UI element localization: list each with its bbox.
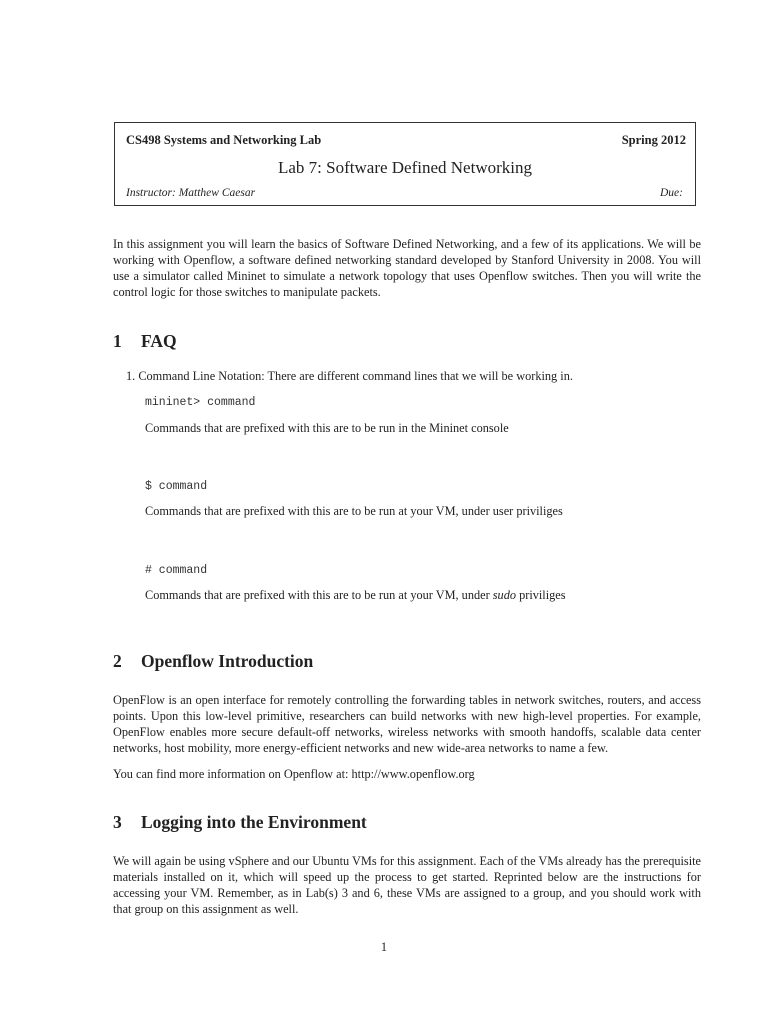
openflow-paragraph: OpenFlow is an open interface for remotely controlling the forwarding tables in network switches, routers, and access points. Upon this low-level primitive, researchers can build networks with new high-level properties. For example, OpenFlow enables more secure default-off networks, wireless networks with smooth handoffs, scalable data center networks, host mobility, more energy-efficient networks and new wide-area networks to name a few. (113, 693, 701, 755)
command-description: Commands that are prefixed with this are to be run in the Mininet console (145, 421, 509, 435)
logging-paragraph: We will again be using vSphere and our Ubuntu VMs for this assignment. Each of the VMs already has the prerequisite materials installed on it, which will speed up the process to get started. Reprinted below are the instructions for accessing your VM. Remember, as in Lab(s) 3 and 6, these VMs are assigned to a group, and you should work with that group on this assignment as well. (113, 854, 701, 916)
command-description: Commands that are prefixed with this are to be run at your VM, under user priviliges (145, 504, 563, 518)
openflow-link-paragraph: You can find more information on Openflow at: http://www.openflow.org (113, 767, 475, 781)
list-item-text: Command Line Notation: There are different command lines that we will be working in. (138, 369, 573, 383)
due-date: Due: (660, 187, 683, 199)
list-item-number: 1. (126, 369, 136, 383)
course-name: CS498 Systems and Networking Lab (126, 133, 322, 147)
section-title: Logging into the Environment (141, 812, 367, 832)
section-heading-openflow (113, 651, 313, 672)
section-number: 1 (113, 331, 122, 351)
section-title: Openflow Introduction (141, 651, 314, 671)
command-example-mininet: mininet> command (145, 396, 256, 409)
section-heading-logging (113, 812, 367, 833)
page-number: 1 (380, 940, 388, 954)
term: Spring 2012 (621, 133, 686, 147)
section-number: 3 (113, 812, 122, 832)
section-number: 2 (113, 651, 122, 671)
desc-text: Commands that are prefixed with this are to be run at your VM, under (145, 588, 493, 602)
intro-paragraph: In this assignment you will learn the basics of Software Defined Networking, and a few of its applications. We will be working with Openflow, a software defined networking standard developed by Stanford University in 2008. You will use a simulator called Mininet to simulate a network topology that uses Openflow switches. Then you will write the control logic for those switches to manipulate packets. (113, 237, 701, 299)
list-item (126, 369, 573, 384)
command-description (145, 588, 566, 603)
desc-text: priviliges (516, 588, 566, 602)
command-example-user: $ command (145, 480, 208, 493)
command-example-root: # command (145, 564, 208, 577)
desc-emphasis: sudo (492, 588, 516, 602)
section-title: FAQ (141, 331, 177, 351)
section-heading-faq (113, 331, 177, 352)
lab-header-box (114, 122, 696, 206)
lab-title: Lab 7: Software Defined Networking (278, 158, 532, 177)
instructor: Instructor: Matthew Caesar (126, 187, 256, 199)
